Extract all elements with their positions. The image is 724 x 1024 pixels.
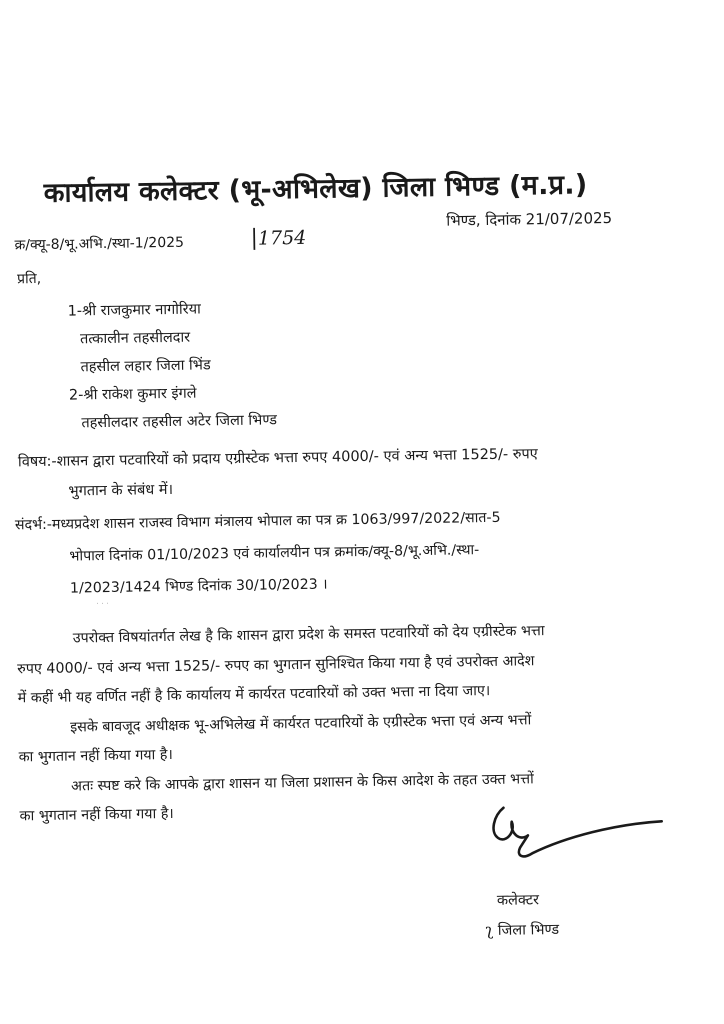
body-line: उपरोक्त विषयांतर्गत लेख है कि शासन द्वारा प्रदेश के समस्त पटवारियों को देय एग्रीस्टेक भत्ता — [72, 623, 545, 647]
body-line: का भुगतान नहीं किया गया है। — [19, 805, 174, 825]
place-date: भिण्ड, दिनांक 21/07/2025 — [446, 209, 613, 230]
body-line: इसके बावजूद अधीक्षक भू-अभिलेख में कार्यरत पटवारियों के एग्रीस्टेक भत्ता एवं अन्य भत्तों — [70, 712, 532, 736]
reference-line: संदर्भ:-मध्यप्रदेश शासन राजस्व विभाग मंत्रालय भोपाल का पत्र क्र 1063/997/2022/सात-5 — [14, 509, 501, 534]
recipient-line: 1-श्री राजकुमार नागोरिया — [67, 301, 201, 320]
reference-line: 1/2023/1424 भिण्ड दिनांक 30/10/2023 । — [69, 576, 328, 597]
body-line: अतः स्पष्ट करे कि आपके द्वारा शासन या जिला प्रशासन के किस आदेश के तहत उक्त भत्तों — [70, 771, 534, 795]
body-line: में कहीं भी यह वर्णित नहीं है कि कार्यालय में कार्यरत पटवारियों को उक्त भत्ता ना दिया जाए। — [17, 682, 491, 707]
recipient-line: तहसीलदार तहसील अटेर जिला भिण्ड — [81, 412, 278, 432]
subject-line: भुगतान के संबंध में। — [68, 481, 174, 500]
signature-scribble — [475, 795, 676, 888]
reference-number: क्र/क्यू-8/भू.अभि./स्था-1/2025 — [14, 234, 185, 254]
recipient-line: तत्कालीन तहसीलदार — [79, 329, 191, 348]
handwritten-dispatch-number: |1754 — [250, 225, 307, 251]
signatory-district-text: जिला भिण्ड — [497, 921, 560, 939]
recipient-line: तहसील लहार जिला भिंड — [80, 357, 211, 376]
to-label: प्रति, — [16, 270, 42, 288]
body-line: का भुगतान नहीं किया गया है। — [18, 746, 174, 766]
letter-body — [5, 135, 717, 946]
signatory-district: ʅ जिला भिण्ड — [485, 919, 560, 940]
office-title: कार्यालय कलेक्टर (भू-अभिलेख) जिला भिण्ड (म.प्र.) — [43, 169, 588, 209]
subject-line: विषय:-शासन द्वारा पटवारियों को प्रदाय एग्रीस्टेक भत्ता रुपए 4000/- एवं अन्य भत्ता 1525/- रुपए — [17, 446, 538, 471]
reference-line: भोपाल दिनांक 01/10/2023 एवं कार्यालयीन पत्र क्रमांक/क्यू-8/भू.अभि./स्था- — [69, 542, 480, 565]
body-line: रुपए 4000/- एवं अन्य भत्ता 1525/- रुपए का भुगतान सुनिश्चित किया गया है एवं उपरोक्त आदेश — [17, 653, 535, 678]
handwritten-number-text: 1754 — [257, 226, 307, 250]
scan-speck: · · · — [96, 598, 110, 609]
signatory-designation: कलेक्टर — [496, 892, 540, 909]
recipient-line: 2-श्री राकेश कुमार इंगले — [68, 385, 197, 404]
